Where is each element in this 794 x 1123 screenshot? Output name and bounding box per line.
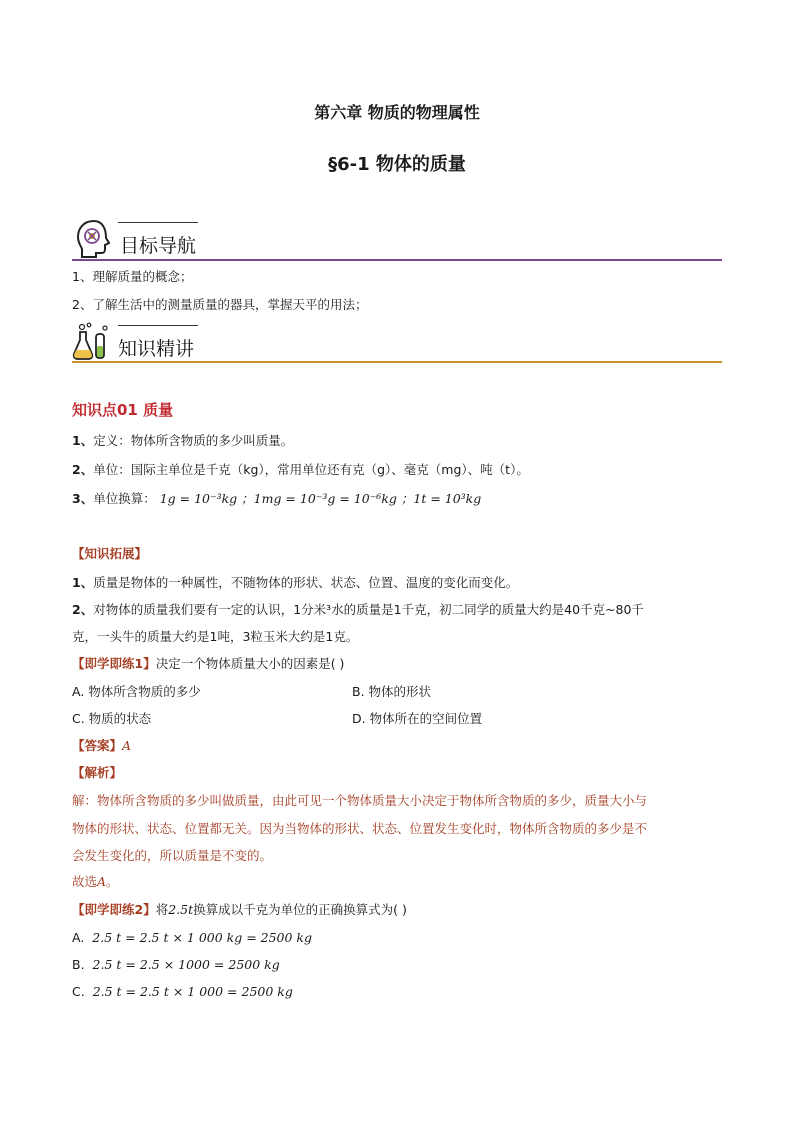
practice2-option-b bbox=[72, 956, 280, 974]
knowledge-deco-line bbox=[118, 325, 198, 326]
answer-tag: 【答案】 bbox=[72, 738, 123, 753]
practice1-option-a: A. 物体所含物质的多少 bbox=[72, 684, 201, 699]
practice2-question bbox=[72, 901, 407, 919]
analysis-line: 解：物体所含物质的多少叫做质量，由此可见一个物体质量大小决定于物体所含物质的多少，质量大小与 bbox=[72, 793, 648, 808]
conversion-line bbox=[72, 490, 481, 508]
practice2-option-a bbox=[72, 929, 312, 947]
practice1-option-c: C. 物质的状态 bbox=[72, 711, 152, 726]
conclusion-answer: A bbox=[97, 874, 107, 889]
knowledge-point-title: 知识点01 质量 bbox=[72, 401, 174, 419]
section-title: §6-1 物体的质量 bbox=[328, 154, 466, 175]
head-brain-icon bbox=[74, 218, 114, 260]
practice2-option-c bbox=[72, 983, 293, 1001]
conclusion-prefix: 故选 bbox=[72, 874, 98, 889]
practice2-prefix: 将 bbox=[155, 902, 169, 917]
analysis-line: 物体的形状、状态、位置都无关。因为当物体的形状、状态、位置发生变化时，物体所含物质的多少是不 bbox=[72, 821, 648, 836]
analysis-tag: 【解析】 bbox=[72, 765, 123, 780]
option-formula: 2.5 t = 2.5 t × 1 000 = 2500 kg bbox=[92, 984, 293, 999]
lab-flask-icon bbox=[72, 322, 112, 362]
analysis-line: 会发生变化的，所以质量是不变的。 bbox=[72, 848, 273, 863]
practice1-answer-line bbox=[72, 737, 131, 755]
option-label: B. bbox=[72, 957, 85, 972]
extension-label-2: 2、 bbox=[72, 602, 94, 617]
extension-text-1: 质量是物体的一种属性，不随物体的形状、状态、位置、温度的变化而变化。 bbox=[93, 575, 519, 590]
extension-label-1: 1、 bbox=[72, 575, 94, 590]
practice2-value: 2.5t bbox=[168, 902, 194, 917]
extension-title: 【知识拓展】 bbox=[72, 546, 148, 561]
answer-value: A bbox=[122, 738, 132, 753]
definition-line bbox=[72, 432, 293, 450]
definition-text: 定义：物体所含物质的多少叫质量。 bbox=[93, 433, 294, 448]
goals-divider bbox=[72, 259, 722, 261]
option-formula: 2.5 t = 2.5 × 1000 = 2500 kg bbox=[92, 957, 280, 972]
conclusion-suffix: 。 bbox=[106, 874, 119, 889]
option-formula: 2.5 t = 2.5 t × 1 000 kg = 2500 kg bbox=[92, 930, 313, 945]
unit-line bbox=[72, 461, 529, 479]
extension-line-2 bbox=[72, 601, 644, 619]
unit-label: 2、 bbox=[72, 462, 94, 477]
conclusion-line bbox=[72, 873, 119, 891]
unit-text: 单位：国际主单位是千克（kg），常用单位还有克（g）、毫克（mg）、吨（t）。 bbox=[93, 462, 529, 477]
definition-label: 1、 bbox=[72, 433, 94, 448]
practice2-suffix: 换算成以千克为单位的正确换算式为( ) bbox=[193, 902, 407, 917]
extension-line-3: 克，一头牛的质量大约是1吨，3粒玉米大约是1克。 bbox=[72, 629, 359, 644]
conversion-text: 单位换算： bbox=[93, 491, 156, 506]
practice1-question-text: 决定一个物体质量大小的因素是( ) bbox=[155, 656, 345, 671]
goals-heading: 目标导航 bbox=[120, 235, 197, 257]
goal-item: 2、了解生活中的测量质量的器具，掌握天平的用法； bbox=[72, 297, 368, 312]
practice1-tag: 【即学即练1】 bbox=[72, 656, 156, 671]
conversion-formula: 1g = 10⁻³kg ；1mg = 10⁻³g = 10⁻⁶kg ；1t = 10³kg bbox=[159, 491, 482, 506]
goal-item: 1、理解质量的概念； bbox=[72, 269, 193, 284]
extension-text-2: 对物体的质量我们要有一定的认识，1分米³水的质量是1千克，初二同学的质量大约是40千克~80千 bbox=[93, 602, 644, 617]
chapter-title: 第六章 物质的物理属性 bbox=[314, 103, 480, 122]
practice1-option-b: B. 物体的形状 bbox=[352, 684, 432, 699]
knowledge-heading: 知识精讲 bbox=[118, 338, 195, 360]
practice2-tag: 【即学即练2】 bbox=[72, 902, 156, 917]
practice1-option-d: D. 物体所在的空间位置 bbox=[352, 711, 483, 726]
option-label: C. bbox=[72, 984, 85, 999]
conversion-label: 3、 bbox=[72, 491, 94, 506]
practice1-question bbox=[72, 655, 344, 673]
option-label: A. bbox=[72, 930, 85, 945]
goals-deco-line bbox=[118, 222, 198, 223]
extension-line-1 bbox=[72, 574, 518, 592]
knowledge-divider bbox=[72, 361, 722, 363]
